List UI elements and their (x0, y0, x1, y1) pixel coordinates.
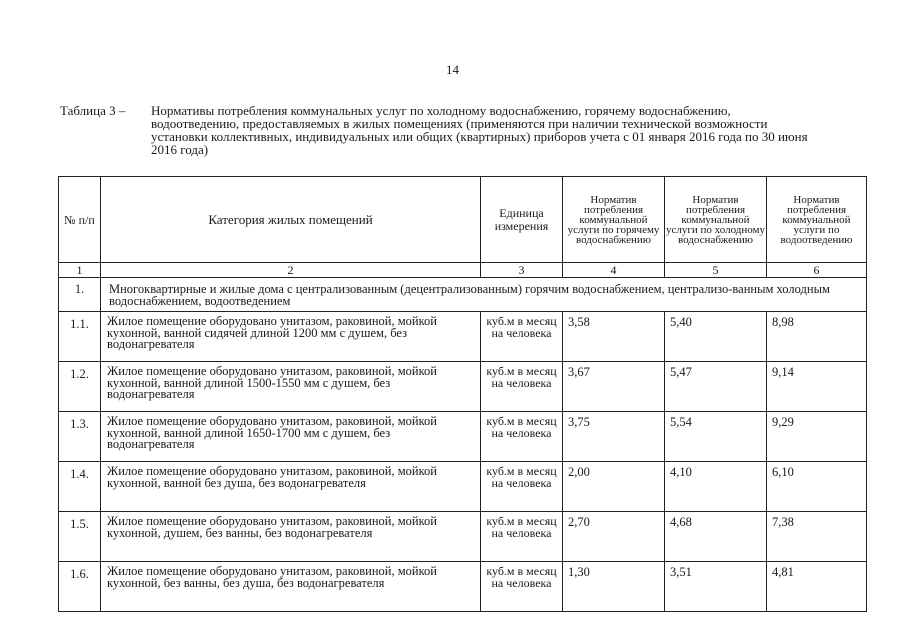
row-unit: куб.м в месяц на человека (481, 562, 563, 612)
row-cold-value: 3,51 (665, 562, 767, 612)
row-number: 1.4. (59, 462, 101, 512)
row-drain-value: 6,10 (767, 462, 867, 512)
row-drain-value: 8,98 (767, 312, 867, 362)
header-category: Категория жилых помещений (101, 177, 481, 263)
section-title: Многоквартирные и жилые дома с централизованным (децентрализованным) горячим водоснабжением, централизо-ванным холодным водоснабжением, водоотведением (101, 278, 867, 312)
row-number: 1.5. (59, 512, 101, 562)
row-description: Жилое помещение оборудовано унитазом, раковиной, мойкой кухонной, душем, без ванны, без водонагревателя (101, 512, 481, 562)
row-hot-value: 3,67 (563, 362, 665, 412)
row-cold-value: 5,54 (665, 412, 767, 462)
row-cold-value: 4,10 (665, 462, 767, 512)
row-number: 1.1. (59, 312, 101, 362)
header-hot-water-norm: Норматив потребления коммунальной услуги по горячему водоснабжению (563, 177, 665, 263)
header-unit: Единица измерения (481, 177, 563, 263)
row-hot-value: 3,75 (563, 412, 665, 462)
row-hot-value: 2,70 (563, 512, 665, 562)
header-num: № п/п (59, 177, 101, 263)
column-index: 3 (481, 263, 563, 278)
table-caption (60, 104, 810, 156)
column-index: 4 (563, 263, 665, 278)
row-drain-value: 9,14 (767, 362, 867, 412)
column-index-row (59, 263, 867, 278)
table-row (59, 312, 867, 362)
table-row (59, 562, 867, 612)
row-cold-value: 5,40 (665, 312, 767, 362)
row-unit: куб.м в месяц на человека (481, 362, 563, 412)
caption-prefix: Таблица 3 – (60, 103, 126, 118)
column-index: 6 (767, 263, 867, 278)
row-cold-value: 4,68 (665, 512, 767, 562)
caption-text: Нормативы потребления коммунальных услуг по холодному водоснабжению, горячему водоснабжению, водоотведению, предоставляемых в жилых помещениях (применяются при наличии технической возможности установки коллективных, индивидуальных или общих (квартирных) приборов учета с 01 января 2016 года по 30 июня 2016 года) (151, 103, 808, 157)
table-row (59, 412, 867, 462)
column-index: 1 (59, 263, 101, 278)
column-index: 2 (101, 263, 481, 278)
column-index: 5 (665, 263, 767, 278)
header-row (59, 177, 867, 263)
table-row (59, 462, 867, 512)
row-drain-value: 7,38 (767, 512, 867, 562)
row-drain-value: 4,81 (767, 562, 867, 612)
row-description: Жилое помещение оборудовано унитазом, раковиной, мойкой кухонной, ванной длиной 1500-1550 мм с душем, без водонагревателя (101, 362, 481, 412)
row-number: 1.3. (59, 412, 101, 462)
row-number: 1.2. (59, 362, 101, 412)
page-number: 14 (446, 62, 459, 77)
row-description: Жилое помещение оборудовано унитазом, раковиной, мойкой кухонной, без ванны, без душа, без водонагревателя (101, 562, 481, 612)
row-unit: куб.м в месяц на человека (481, 462, 563, 512)
section-row (59, 278, 867, 312)
row-unit: куб.м в месяц на человека (481, 512, 563, 562)
header-drainage-norm: Норматив потребления коммунальной услуги по водоотведению (767, 177, 867, 263)
row-description: Жилое помещение оборудовано унитазом, раковиной, мойкой кухонной, ванной без душа, без водонагревателя (101, 462, 481, 512)
row-unit: куб.м в месяц на человека (481, 312, 563, 362)
norms-table (58, 176, 867, 612)
row-unit: куб.м в месяц на человека (481, 412, 563, 462)
header-cold-water-norm: Норматив потребления коммунальной услуги по холодному водоснабжению (665, 177, 767, 263)
row-hot-value: 3,58 (563, 312, 665, 362)
row-description: Жилое помещение оборудовано унитазом, раковиной, мойкой кухонной, ванной сидячей длиной 1200 мм с душем, без водонагревателя (101, 312, 481, 362)
row-drain-value: 9,29 (767, 412, 867, 462)
row-hot-value: 2,00 (563, 462, 665, 512)
table-row (59, 362, 867, 412)
table-row (59, 512, 867, 562)
row-description: Жилое помещение оборудовано унитазом, раковиной, мойкой кухонной, ванной длиной 1650-1700 мм с душем, без водонагревателя (101, 412, 481, 462)
row-hot-value: 1,30 (563, 562, 665, 612)
row-number: 1.6. (59, 562, 101, 612)
section-number: 1. (59, 278, 101, 312)
row-cold-value: 5,47 (665, 362, 767, 412)
